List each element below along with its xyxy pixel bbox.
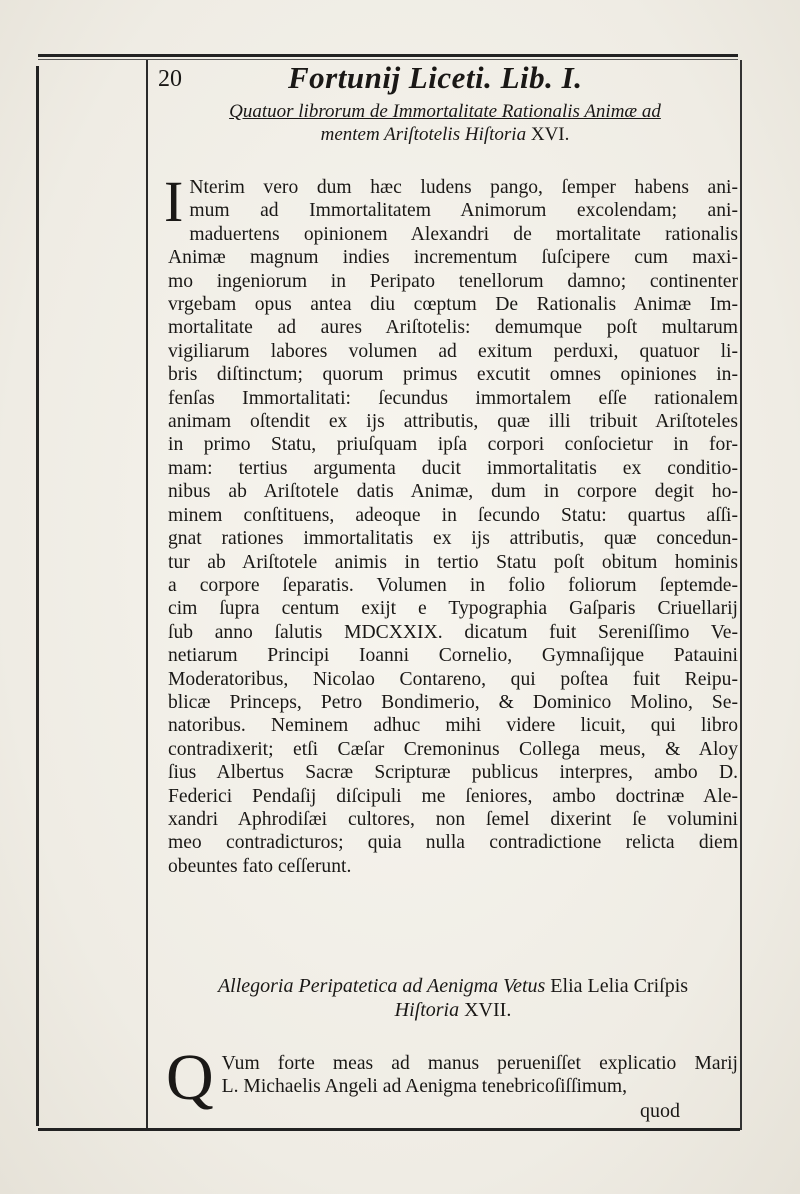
section2-title-roman: Elia Lelia Criſpis — [550, 975, 689, 997]
section-title-line2-italic: mentem Ariſtotelis Hiſtoria — [320, 124, 527, 145]
text-line: natoribus. Neminem adhuc mihi videre licuit, qui libro — [168, 715, 738, 737]
text-line: animam oſtendit ex ijs attributis, quæ illi tribuit Ariſtoteles — [168, 411, 738, 433]
top-rule — [38, 54, 738, 57]
text-line: fenſas Immortalitati: ſecundus immortalem eſſe rationalem — [168, 387, 738, 409]
section2-title-italic: Allegoria Peripatetica ad Aenigma Vetus — [217, 975, 546, 997]
section2-title-line1 — [168, 974, 738, 998]
text-line: nibus ab Ariſtotele datis Animæ, dum in corpore degit ho- — [168, 481, 738, 503]
page-header — [150, 58, 740, 98]
text-line: obeuntes fato ceſſerunt. — [168, 855, 352, 877]
bottom-rule — [38, 1128, 740, 1131]
text-line: meo contradicturos; quia nulla contradictione relicta diem — [168, 832, 738, 854]
text-line: contradixerit; etſi Cæſar Cremoninus Collega meus, & Aloy — [168, 738, 738, 760]
text-line: in primo Statu, priuſquam ipſa corpori conſocietur in for- — [168, 434, 738, 456]
text-line: tur ab Ariſtotele animis in tertio Statu poſt obitum hominis — [168, 551, 738, 573]
text-line: mo ingeniorum in Peripato tenellorum damno; continenter — [168, 270, 738, 292]
page-number: 20 — [158, 66, 182, 92]
text-line: gnat rationes immortalitatis ex ijs attributis, quæ concedun- — [168, 528, 738, 550]
text-line: Federici Pendaſij diſcipuli me ſeniores, ambo doctrinæ Ale- — [168, 785, 738, 807]
section-title-line2-number: XVI. — [530, 124, 570, 145]
text-line: a corpore ſeparatis. Volumen in folio foliorum ſeptemde- — [168, 574, 738, 596]
text-line: vrgebam opus antea diu cœptum De Rationalis Animæ Im- — [168, 294, 738, 316]
text-line: blicæ Princeps, Petro Bondimerio, & Dominico Molino, Se- — [168, 691, 738, 713]
text2-line: L. Michaelis Angeli ad Aenigma tenebricoſiſſimum, — [221, 1076, 628, 1098]
drop-cap-q: Q — [166, 1041, 214, 1114]
text-line: maduertens opinionem Alexandri de mortalitate rationalis — [189, 223, 738, 245]
text2-line: Vum forte meas ad manus perueniſſet explicatio Marij — [221, 1053, 738, 1074]
catchword: quod — [640, 1100, 680, 1122]
text-line: Animæ magnum indies incrementum ſuſcipere cum maxi- — [168, 247, 738, 269]
text-line: mam: tertius argumenta ducit immortalitatis ex conditio- — [168, 457, 738, 479]
text-line: Moderatoribus, Nicolao Contareno, qui poſtea fuit Reipu- — [168, 668, 738, 690]
text-line: netiarum Principi Ioanni Cornelio, Gymnaſijque Patauini — [168, 645, 738, 667]
section-body — [164, 169, 738, 878]
section2-title — [168, 974, 738, 1022]
right-rule — [740, 60, 742, 1130]
left-inner-rule — [146, 60, 148, 1130]
text-line: vigiliarum labores volumen ad exitum perduxi, quatuor li- — [168, 340, 738, 362]
text-line: xandri Aphrodiſæi cultores, non ſemel dixerint ſe volumini — [168, 808, 738, 830]
section2-title2-roman: XVII. — [464, 999, 512, 1021]
text-line: cim ſupra centum exijt e Typographia Gaſparis Criuellarij — [168, 598, 738, 620]
text-line: ſius Albertus Sacræ Scripturæ publicus interpres, ambo D. — [168, 762, 738, 784]
section-title — [160, 100, 730, 146]
drop-cap: I — [164, 169, 184, 234]
section-title-line1: Quatuor librorum de Immortalitate Rationalis Animæ ad — [229, 101, 661, 122]
section2-title2-italic: Hiſtoria — [394, 999, 460, 1021]
text-line: ſub anno ſalutis MDCXXIX. dicatum fuit Sereniſſimo Ve- — [168, 621, 738, 643]
text-line: bris diſtinctum; quorum primus excutit omnes opiniones in- — [168, 364, 738, 386]
section-title-line2 — [160, 123, 730, 146]
left-outer-rule — [36, 66, 39, 1126]
text-line: mortalitate ad aures Ariſtotelis: demumque poſt multarum — [168, 317, 738, 339]
text-line: mum ad Immortalitatem Animorum excolendam; ani- — [189, 200, 738, 222]
text-line: minem conſtituens, adeoque in ſecundo Statu: quartus aſſi- — [168, 504, 738, 526]
section2-title-line2 — [168, 998, 738, 1022]
text-line: Nterim vero dum hæc ludens pango, ſemper habens ani- — [189, 177, 738, 198]
running-title: Fortunij Liceti. Lib. I. — [288, 60, 583, 95]
